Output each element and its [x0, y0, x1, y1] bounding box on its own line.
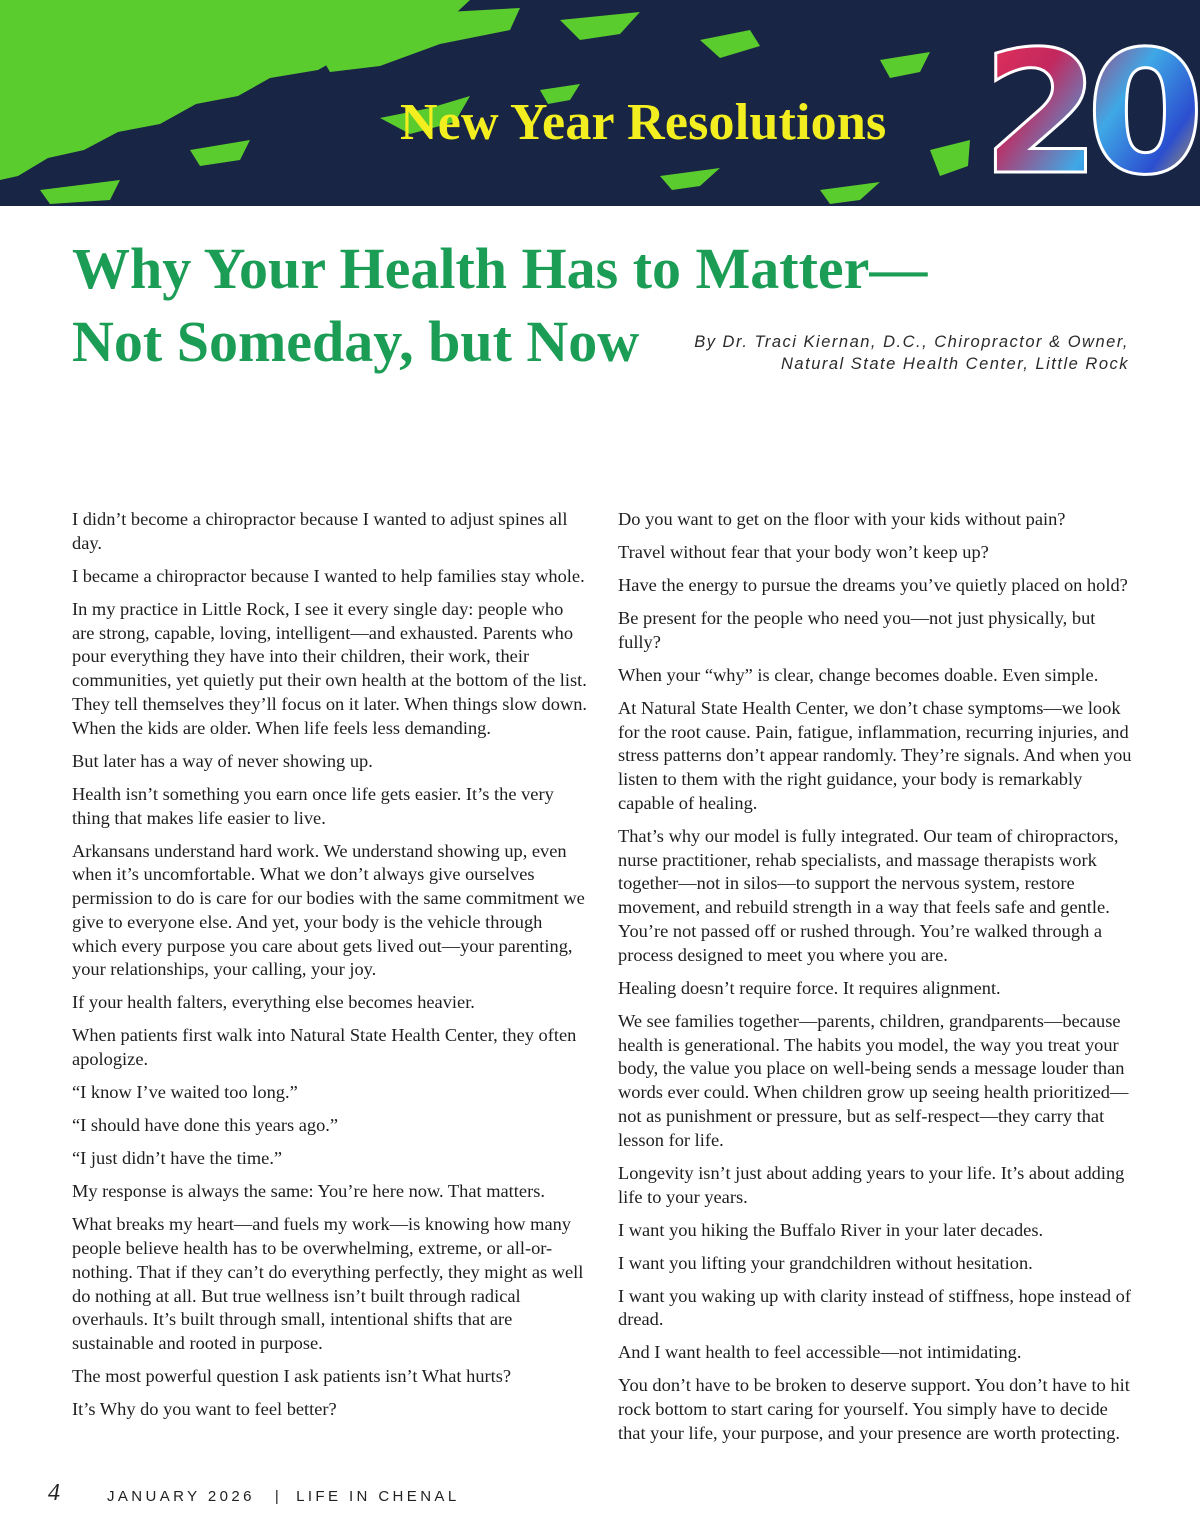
paragraph: But later has a way of never showing up.	[72, 750, 373, 771]
paragraph: At Natural State Health Center, we don’t chase symptoms—we look for the root cause. Pain, fatigue, inflammation, recurring injuries, and stress patterns don’t appear randomly. They’re signals. And when you listen to them with the right guidance, your body is remarkably capable of healing.	[618, 697, 1132, 813]
paragraph: It’s Why do you want to feel better?	[72, 1399, 337, 1420]
byline-line-1: By Dr. Traci Kiernan, D.C., Chiropractor & Owner,	[694, 333, 1129, 351]
paragraph: You don’t have to be broken to deserve support. You don’t have to hit rock bottom to start caring for yourself. You simply have to decide that your life, your purpose, and your presence are worth protecting.	[618, 1375, 1130, 1443]
paragraph: Health isn’t something you earn once life gets easier. It’s the very thing that makes life easier to live.	[72, 783, 554, 828]
paragraph: I want you lifting your grandchildren without hesitation.	[618, 1252, 1033, 1273]
paragraph: I want you waking up with clarity instead of stiffness, hope instead of dread.	[618, 1285, 1131, 1330]
paragraph: “I just didn’t have the time.”	[72, 1148, 283, 1169]
headline-line-1: Why Your Health Has to Matter—	[72, 236, 928, 301]
footer-issue-line	[107, 1488, 460, 1505]
year-2026-graphic	[982, 15, 1200, 206]
paragraph: What breaks my heart—and fuels my work—is knowing how many people believe health has to be overwhelming, extreme, or all-or-nothing. That if they can’t do everything perfectly, they might as well do nothing at all. But true wellness isn’t built through radical overhauls. It’s built through small, intentional shifts that are sustainable and rooted in purpose.	[72, 1214, 584, 1354]
paragraph: When patients first walk into Natural State Health Center, they often apologize.	[72, 1025, 577, 1070]
paragraph: Arkansans understand hard work. We understand showing up, even when it’s uncomfortable. What we don’t always give ourselves permission to do is care for our bodies with the same commitment we give to everyone else. And yet, your body is the vehicle through which every purpose you care about gets lived out—your parenting, your relationships, your calling, your joy.	[72, 840, 585, 980]
paragraph: When your “why” is clear, change becomes doable. Even simple.	[618, 664, 1099, 685]
paragraph: If your health falters, everything else becomes heavier.	[72, 992, 475, 1013]
paragraph: Do you want to get on the floor with your kids without pain?	[618, 509, 1066, 529]
paragraph: Healing doesn’t require force. It requires alignment.	[618, 977, 1001, 998]
paragraph: Be present for the people who need you—not just physically, but fully?	[618, 607, 1096, 652]
left-column	[72, 508, 588, 1431]
paragraph: I became a chiropractor because I wanted to help families stay whole.	[72, 565, 585, 586]
paragraph: “I know I’ve waited too long.”	[72, 1082, 298, 1103]
paragraph: My response is always the same: You’re here now. That matters.	[72, 1181, 545, 1202]
page-footer	[0, 1478, 1200, 1518]
paragraph: In my practice in Little Rock, I see it every single day: people who are strong, capable, loving, intelligent—and exhausted. Parents who pour everything they have into their children, their work, their communities, yet quietly put their own health at the bottom of the list. They tell themselves they’ll focus on it later. When things slow down. When the kids are older. When life feels less demanding.	[72, 598, 588, 738]
paragraph: We see families together—parents, children, grandparents—because health is generational. The habits you model, the way you treat your body, the value you place on well-being sends a message louder than words ever could. When children grow up seeing health prioritized—not as punishment or pressure, but as self-respect—they carry that lesson for life.	[618, 1010, 1129, 1150]
paragraph: Longevity isn’t just about adding years to your life. It’s about adding life to your years.	[618, 1162, 1125, 1207]
paragraph: “I should have done this years ago.”	[72, 1115, 339, 1136]
paragraph: And I want health to feel accessible—not intimidating.	[618, 1342, 1022, 1363]
footer-issue: JANUARY 2026	[107, 1488, 255, 1505]
paragraph: I didn’t become a chiropractor because I wanted to adjust spines all day.	[72, 509, 568, 553]
author-byline	[694, 331, 1129, 375]
byline-line-2: Natural State Health Center, Little Rock	[781, 355, 1129, 373]
right-column	[618, 508, 1134, 1455]
year-digits: 20	[982, 24, 1200, 204]
paragraph: That’s why our model is fully integrated. Our team of chiropractors, nurse practitioner, rehab specialists, and massage therapists work together—not in silos—to support the nervous system, restore movement, and rebuild strength in a way that feels safe and gentle. You’re not passed off or rushed through. You’re walked through a process designed to meet you where you are.	[618, 825, 1119, 965]
paragraph: Have the energy to pursue the dreams you’ve quietly placed on hold?	[618, 574, 1128, 595]
footer-publication: LIFE IN CHENAL	[296, 1488, 460, 1505]
paragraph: Travel without fear that your body won’t keep up?	[618, 541, 989, 562]
header-banner	[0, 0, 1200, 206]
footer-separator: |	[274, 1488, 283, 1505]
banner-title: New Year Resolutions	[400, 94, 887, 151]
page-number: 4	[48, 1480, 60, 1506]
headline-line-2: Not Someday, but Now	[72, 309, 640, 374]
paragraph: I want you hiking the Buffalo River in your later decades.	[618, 1219, 1044, 1240]
paragraph: The most powerful question I ask patients isn’t What hurts?	[72, 1366, 512, 1387]
